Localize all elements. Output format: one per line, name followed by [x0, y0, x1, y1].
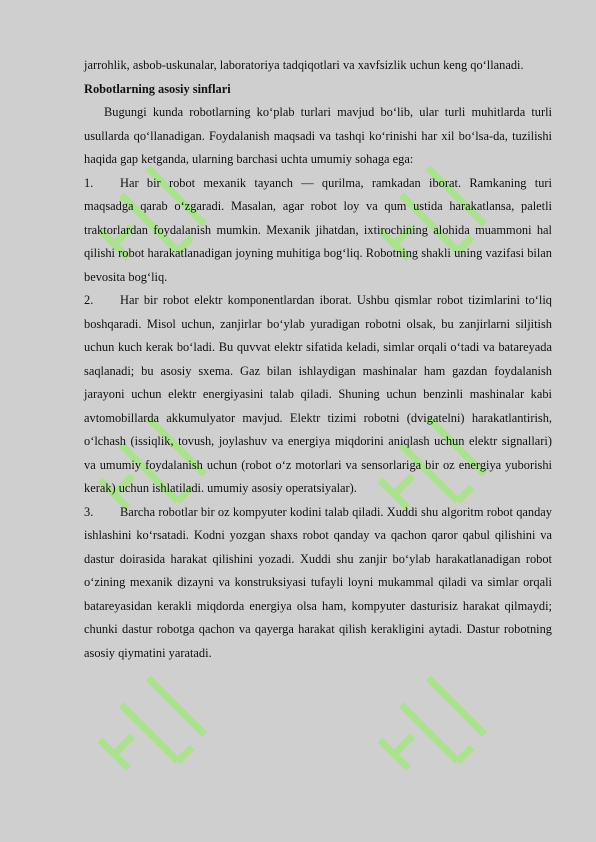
- intro-paragraph-tail: jarrohlik, asbob-uskunalar, laboratoriya tadqiqotlari va xavfsizlik uchun keng qo‘llanadi.: [84, 58, 524, 72]
- list-number: 2.: [84, 293, 94, 307]
- list-number: 3.: [84, 504, 94, 519]
- list-number: 1.: [84, 175, 94, 190]
- list-text: Barcha robotlar bir oz kompyuter kodini talab qiladi. Xuddi shu algoritm robot qanday ishlashini ko‘rsatadi. Kodni yozgan shaxs robot qanday va qachon qaror qabul qilishini va dastur doirasida harakat qilishini yozadi. Xuddi shu zanjir bo‘ylab harakatlanadigan robot o‘zining mexanik dizayni va konstruksiyasi tufayli loyni mukammal qiladi va simlar orqali batareyasidan kerakli miqdorda energiya olsa ham, kompyuter dasturisiz harakat qilmaydi; chunki dastur robotga qachon va qayerga harakat qilish kerakligini aytadi. Dastur robotning asosiy qiymatini yaratadi.: [84, 504, 552, 660]
- watermark-mark-5: [93, 678, 205, 790]
- list-text: Har bir robot elektr komponentlardan iborat. Ushbu qismlar robot tizimlarini to‘liq boshqaradi. Misol uchun, zanjirlar bo‘ylab yuradigan robotni olsak, bu zanjirlarni siljitish uchun kuch kerak bo‘ladi. Bu quvvat elektr sifatida keladi, simlar orqali o‘tadi va batareyada saqlanadi; bu asosiy sxema. Gaz bilan ishlaydigan mashinalar ham gazdan foydalanish jarayoni uchun elektr energiyasini talab qiladi. Shuning uchun benzinli mashinalar kabi avtomobillarda akkumulyator mavjud. Elektr tizimi robotni (dvigatelni) harakatlantirish, o‘lchash (issiqlik, tovush, joylashuv va energiya miqdorini aniqlash uchun elektr signallari) va umumiy foydalanish uchun (robot o‘z motorlari va sensorlariga bir oz energiya yuborishi kerak) uchun ishlatiladi. umumiy asosiy operatsiyalar).: [84, 293, 552, 495]
- list-item-3: [84, 501, 552, 666]
- watermark-mark-6: [373, 678, 485, 790]
- list-item-1: [84, 172, 552, 290]
- list-item-2: [84, 289, 552, 501]
- document-page: [84, 54, 552, 665]
- lead-paragraph: Bugungi kunda robotlarning ko‘plab turlari mavjud bo‘lib, ular turli muhitlarda turli usullarda qo‘llanadigan. Foydalanish maqsadi va tashqi ko‘rinishi har xil bo‘lsa-da, tuzilishi haqida gap ketganda, ularning barchasi uchta umumiy sohaga ega:: [84, 105, 552, 166]
- section-heading: Robotlarning asosiy sinflari: [84, 81, 231, 96]
- list-text: Har bir robot mexanik tayanch — qurilma, ramkadan iborat. Ramkaning turi maqsadga qarab o‘zgaradi. Masalan, agar robot loy va qum ustida harakatlansa, paletli traktorlardan foydalanish mumkin. Mexanik jihatdan, ixtirochining alohida muammoni hal qilishi robot harakatlanadigan joyning muhitiga bog‘liq. Robotning shakli uning vazifasi bilan bevosita bog‘liq.: [84, 175, 552, 284]
